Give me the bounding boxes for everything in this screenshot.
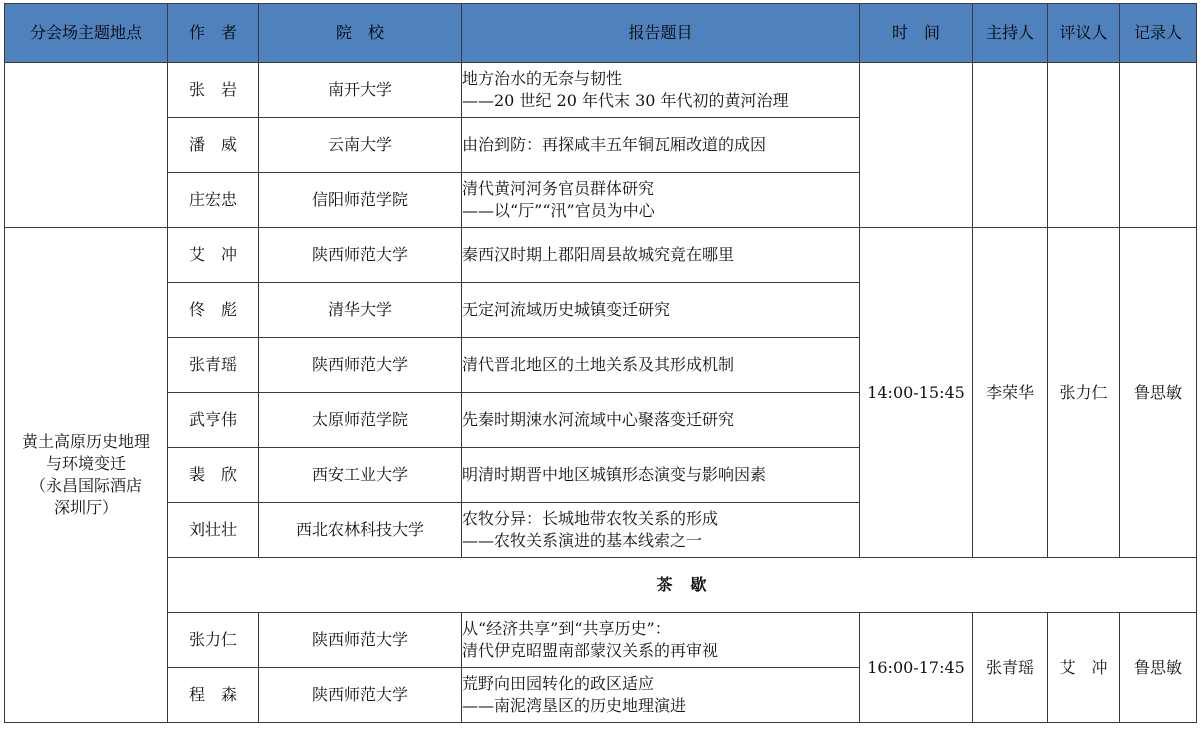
author-cell: 裴 欣 — [168, 448, 259, 503]
title-cell — [462, 613, 860, 668]
recorder-cell: 鲁思敏 — [1120, 613, 1197, 723]
school-cell: 信阳师范学院 — [259, 173, 462, 228]
author-cell: 刘壮壮 — [168, 503, 259, 558]
host-cell-empty — [973, 63, 1048, 228]
author-cell: 程 森 — [168, 668, 259, 723]
title-subline: ——南泥湾垦区的历史地理演进 — [462, 696, 687, 715]
title-line: 从“经济共享”到“共享历史”： — [462, 619, 671, 638]
school-cell: 西北农林科技大学 — [259, 503, 462, 558]
school-cell: 陕西师范大学 — [259, 228, 462, 283]
title-line: 清代黄河河务官员群体研究 — [462, 179, 655, 198]
header-time: 时 间 — [860, 4, 973, 63]
reviewer-cell: 张力仁 — [1048, 228, 1120, 558]
title-cell — [462, 503, 860, 558]
school-cell: 陕西师范大学 — [259, 613, 462, 668]
venue-line: （永昌国际酒店 — [29, 476, 142, 495]
title-cell — [462, 283, 860, 338]
title-line: 无定河流域历史城镇变迁研究 — [462, 300, 671, 319]
title-line: 荒野向田园转化的政区适应 — [462, 674, 655, 693]
header-title: 报告题目 — [462, 4, 860, 63]
title-line: 地方治水的无奈与韧性 — [462, 69, 623, 88]
school-cell: 云南大学 — [259, 118, 462, 173]
author-cell: 潘 威 — [168, 118, 259, 173]
header-author: 作 者 — [168, 4, 259, 63]
title-cell — [462, 118, 860, 173]
author-cell: 张 岩 — [168, 63, 259, 118]
break-row — [5, 558, 1197, 613]
reviewer-cell-empty — [1048, 63, 1120, 228]
title-cell — [462, 448, 860, 503]
title-line: 明清时期晋中地区城镇形态演变与影响因素 — [462, 465, 767, 484]
time-cell: 16:00-17:45 — [860, 613, 973, 723]
schedule-table — [4, 3, 1197, 723]
recorder-cell: 鲁思敏 — [1120, 228, 1197, 558]
recorder-cell-empty — [1120, 63, 1197, 228]
author-cell: 佟 彪 — [168, 283, 259, 338]
title-cell — [462, 338, 860, 393]
school-cell: 西安工业大学 — [259, 448, 462, 503]
author-cell: 庄宏忠 — [168, 173, 259, 228]
header-school: 院 校 — [259, 4, 462, 63]
title-cell — [462, 173, 860, 228]
venue-line: 黄土高原历史地理 — [21, 432, 150, 451]
title-subline: 清代伊克昭盟南部蒙汉关系的再审视 — [462, 641, 719, 660]
header-host: 主持人 — [973, 4, 1048, 63]
venue-line: 深圳厅） — [53, 498, 118, 517]
title-subline: ——20 世纪 20 年代末 30 年代初的黄河治理 — [462, 91, 789, 110]
time-cell: 14:00-15:45 — [860, 228, 973, 558]
title-line: 秦西汉时期上郡阳周县故城究竟在哪里 — [462, 245, 735, 264]
header-reviewer: 评议人 — [1048, 4, 1120, 63]
title-cell — [462, 228, 860, 283]
author-cell: 张青瑶 — [168, 338, 259, 393]
title-line: 由治到防：再探咸丰五年铜瓦厢改道的成因 — [462, 135, 767, 154]
title-line: 农牧分异：长城地带农牧关系的形成 — [462, 509, 719, 528]
reviewer-cell: 艾 冲 — [1048, 613, 1120, 723]
venue-cell — [5, 228, 168, 723]
host-cell: 李荣华 — [973, 228, 1048, 558]
school-cell: 陕西师范大学 — [259, 668, 462, 723]
author-cell: 武亨伟 — [168, 393, 259, 448]
title-cell — [462, 63, 860, 118]
title-subline: ——农牧关系演进的基本线索之一 — [462, 531, 703, 550]
table-row — [5, 63, 1197, 118]
title-line: 清代晋北地区的土地关系及其形成机制 — [462, 355, 735, 374]
table-row — [5, 613, 1197, 668]
school-cell: 太原师范学院 — [259, 393, 462, 448]
header-recorder: 记录人 — [1120, 4, 1197, 63]
school-cell: 陕西师范大学 — [259, 338, 462, 393]
school-cell: 南开大学 — [259, 63, 462, 118]
title-cell — [462, 668, 860, 723]
school-cell: 清华大学 — [259, 283, 462, 338]
table-row — [5, 228, 1197, 283]
header-row — [5, 4, 1197, 63]
venue-cell-empty — [5, 63, 168, 228]
author-cell: 艾 冲 — [168, 228, 259, 283]
header-venue: 分会场主题地点 — [5, 4, 168, 63]
title-cell — [462, 393, 860, 448]
time-cell-empty — [860, 63, 973, 228]
title-line: 先秦时期涑水河流域中心聚落变迁研究 — [462, 410, 735, 429]
title-subline: ——以“厅”“汛”官员为中心 — [462, 201, 655, 220]
venue-line: 与环境变迁 — [45, 454, 126, 473]
host-cell: 张青瑶 — [973, 613, 1048, 723]
tea-break-label: 茶 歇 — [168, 558, 1197, 613]
author-cell: 张力仁 — [168, 613, 259, 668]
